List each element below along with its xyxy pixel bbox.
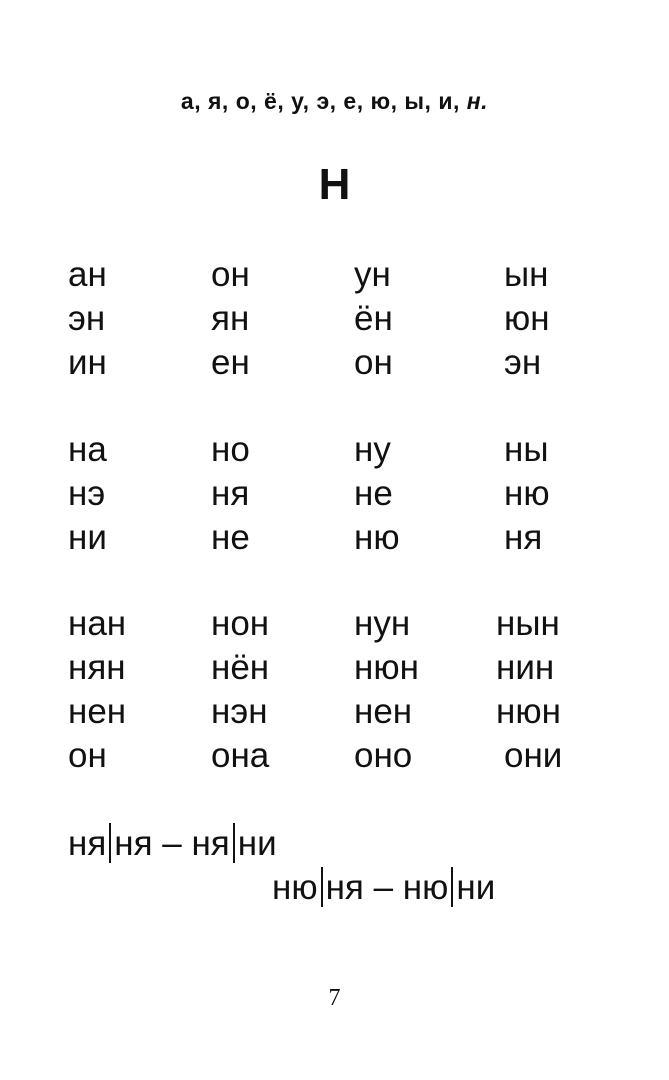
divider-bar — [321, 867, 323, 907]
syllable: нэн — [211, 692, 268, 731]
split-part: ни — [237, 824, 277, 863]
syllable: не — [354, 474, 393, 513]
syllable: нен — [68, 692, 127, 731]
syllable: ун — [354, 255, 391, 294]
syllable: ин — [68, 343, 107, 382]
split-word-line-1 — [68, 822, 277, 866]
split-part: ни — [456, 868, 496, 907]
syllable: он — [354, 343, 393, 382]
syllable: он — [68, 736, 107, 775]
syllable: ню — [354, 518, 400, 557]
syllable: ан — [68, 255, 107, 294]
syllable: нян — [68, 648, 126, 687]
vowel-list-text: а, я, о, ё, у, э, е, ю, ы, и, — [180, 88, 467, 114]
syllable: нан — [68, 604, 127, 643]
split-part: ня – ню — [325, 868, 449, 907]
syllable-row — [68, 297, 608, 341]
vowel-list — [0, 88, 669, 115]
split-word-line-2 — [272, 866, 495, 910]
split-part: ня – ня — [114, 824, 230, 863]
syllable: нэ — [68, 474, 106, 513]
syllable-block-3 — [68, 602, 608, 778]
syllable-row — [68, 734, 608, 778]
syllable: эн — [68, 299, 106, 338]
syllable: эн — [504, 343, 542, 382]
syllable: нун — [354, 604, 411, 643]
syllable: оно — [354, 736, 413, 775]
syllable-row — [68, 472, 608, 516]
syllable-row — [68, 646, 608, 690]
split-part: ню — [272, 868, 318, 907]
syllable: ню — [504, 474, 550, 513]
syllable: нюн — [496, 692, 561, 731]
syllable: он — [211, 255, 250, 294]
syllable: она — [211, 736, 270, 775]
split-part: ня — [68, 824, 107, 863]
letter-heading: Н — [318, 160, 351, 209]
syllable: ня — [211, 474, 250, 513]
syllable-row — [68, 516, 608, 560]
syllable: нен — [354, 692, 413, 731]
syllable: нён — [211, 648, 270, 687]
syllable: они — [504, 736, 563, 775]
syllable: ня — [504, 518, 543, 557]
syllable: на — [68, 430, 107, 469]
syllable-block-1 — [68, 253, 608, 385]
syllable-row — [68, 428, 608, 472]
syllable: нон — [211, 604, 270, 643]
syllable: ни — [68, 518, 107, 557]
syllable-block-2 — [68, 428, 608, 560]
syllable: ны — [504, 430, 549, 469]
syllable: ён — [354, 299, 393, 338]
divider-bar — [451, 867, 453, 907]
syllable-row — [68, 602, 608, 646]
syllable: ян — [211, 299, 250, 338]
page-number: 7 — [328, 985, 341, 1011]
divider-bar — [109, 823, 111, 863]
syllable-row — [68, 690, 608, 734]
syllable: ын — [504, 255, 549, 294]
syllable: не — [211, 518, 250, 557]
syllable: нын — [496, 604, 560, 643]
vowel-list-italic-letter: н. — [466, 88, 489, 114]
divider-bar — [233, 823, 235, 863]
syllable: нюн — [354, 648, 419, 687]
syllable: ен — [211, 343, 250, 382]
syllable: юн — [504, 299, 550, 338]
syllable-row — [68, 253, 608, 297]
syllable: но — [211, 430, 250, 469]
syllable: ну — [354, 430, 391, 469]
syllable-row — [68, 341, 608, 385]
syllable: нин — [496, 648, 555, 687]
